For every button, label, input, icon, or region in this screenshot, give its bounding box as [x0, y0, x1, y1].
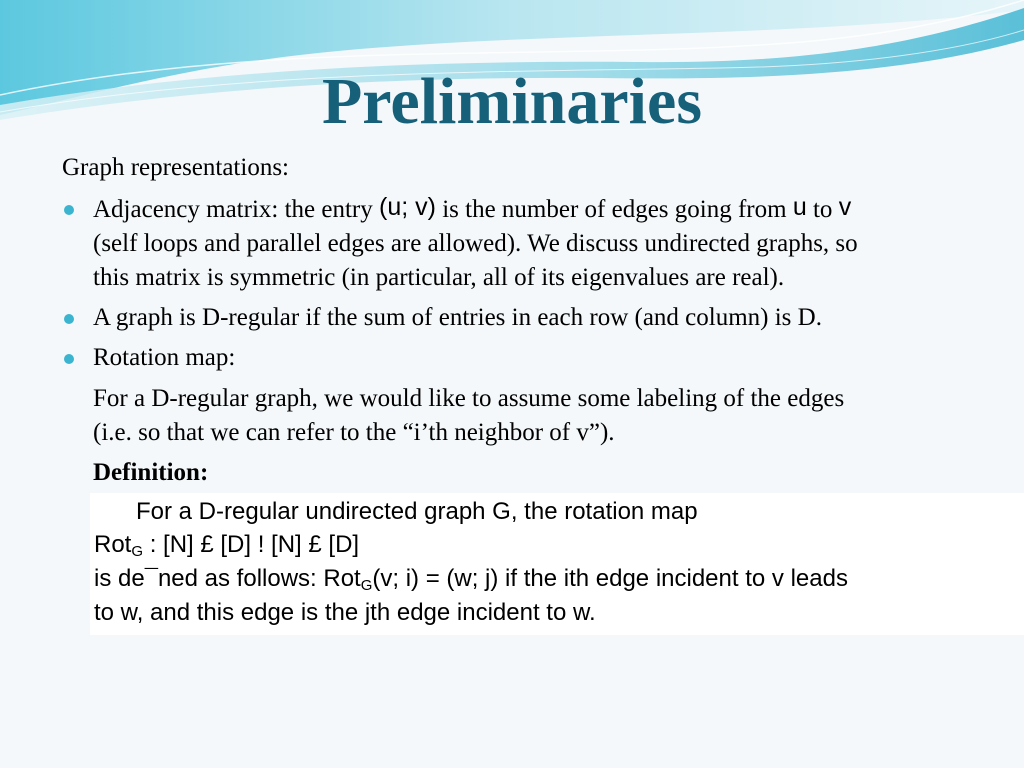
bullet-dot-icon: [64, 205, 74, 215]
adjacency-entry: (u; v): [379, 193, 436, 221]
bullet-dot-icon: [64, 354, 74, 364]
bullet-adjacency-line-1: [93, 192, 993, 227]
definition-box: [90, 493, 1024, 635]
rot-subscript: G: [131, 543, 144, 560]
adjacency-mid-text: is the number of edges going from: [442, 196, 787, 223]
adjacency-pre-text: Adjacency matrix: the entry: [93, 196, 373, 223]
var-v: v: [838, 193, 852, 221]
rotation-detail-line-2: (i.e. so that we can refer to the “i’th neighbor of v”).: [93, 419, 615, 446]
intro-text: Graph representations:: [62, 154, 290, 181]
bullet-adjacency-line-3: this matrix is symmetric (in particular, all of its eigenvalues are real).: [93, 264, 785, 291]
adjacency-to-text: to: [812, 196, 833, 223]
bullet-regular: A graph is D-regular if the sum of entries in each row (and column) is D.: [93, 304, 822, 331]
slide-title: Preliminaries: [321, 65, 702, 138]
bullet-dot-icon: [64, 314, 74, 324]
definition-line-4: to w, and this edge is the jth edge incident to w.: [94, 599, 596, 626]
rotation-detail-line-1: For a D-regular graph, we would like to assume some labeling of the edges: [93, 385, 845, 412]
var-u: u: [792, 193, 807, 221]
definition-line-3-pre: is de¯ned as follows: Rot: [94, 565, 361, 592]
definition-label: Definition:: [93, 459, 209, 486]
rotation-detail: [93, 382, 973, 450]
bullet-rotation: Rotation map:: [93, 344, 236, 371]
rot-text: Rot: [94, 531, 132, 558]
definition-line-3-rest: (v; i) = (w; j) if the ith edge incident to v leads: [372, 565, 848, 592]
bullet-adjacency: [93, 192, 993, 295]
rot-signature: : [N] £ [D] ! [N] £ [D]: [143, 531, 360, 558]
bullet-adjacency-line-2: (self loops and parallel edges are allowed). We discuss undirected graphs, so: [93, 230, 858, 257]
rot-subscript: G: [360, 577, 373, 594]
definition-line-1: For a D-regular undirected graph G, the rotation map: [136, 498, 698, 525]
